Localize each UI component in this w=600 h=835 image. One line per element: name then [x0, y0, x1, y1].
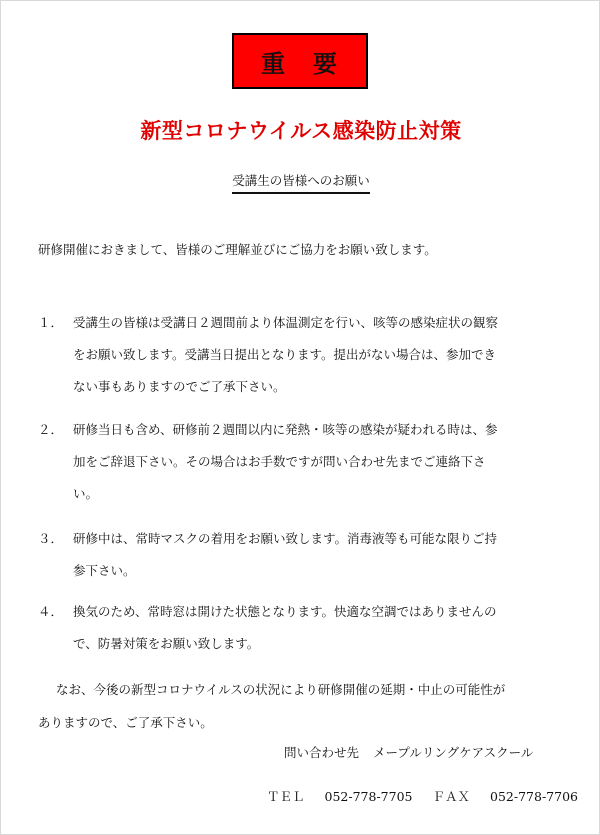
contact-label: 問い合わせ先 — [284, 745, 360, 760]
item-line: をお願い致します。受講当日提出となります。提出がない場合は、参加でき — [73, 347, 497, 362]
item-line: 研修中は、常時マスクの着用をお願い致します。消毒液等も可能な限りご持 — [73, 531, 498, 546]
list-item — [38, 523, 568, 587]
item-number: ３． — [38, 531, 64, 546]
closing-note — [38, 673, 505, 739]
item-line: 参下さい。 — [73, 563, 136, 578]
item-line: 研修当日も含め、研修前２週間以内に発熱・咳等の感染が疑われる時は、参 — [73, 422, 498, 437]
item-line: 加をご辞退下さい。その場合はお手数ですが問い合わせ先までご連絡下さ — [73, 454, 486, 469]
list-item — [38, 414, 568, 510]
fax-number: 052-778-7706 — [490, 789, 578, 804]
contact-line — [284, 743, 533, 761]
item-line: ない事もありますのでご了承下さい。 — [73, 379, 286, 394]
item-number: ２． — [38, 422, 64, 437]
item-line: 受講生の皆様は受講日２週間前より体温測定を行い、咳等の感染症状の観察 — [73, 315, 499, 330]
item-line: い。 — [73, 486, 99, 501]
list-item — [38, 596, 568, 660]
item-number: １． — [38, 315, 64, 330]
intro-paragraph: 研修開催におきまして、皆様のご理解並びにご協力をお願い致します。 — [38, 242, 437, 257]
tel-number: 052-778-7705 — [324, 789, 413, 804]
important-badge-label: 重 要 — [261, 48, 339, 78]
fax-label: ＦＡＸ — [432, 789, 471, 804]
important-badge — [232, 33, 368, 89]
note-line: ありますので、ご了承下さい。 — [38, 715, 213, 730]
item-number: ４． — [38, 604, 64, 619]
item-line: で、防暑対策をお願い致します。 — [73, 636, 260, 651]
note-line: なお、今後の新型コロナウイルスの状況により研修開催の延期・中止の可能性が — [56, 682, 506, 697]
document-title: 新型コロナウイルス感染防止対策 — [140, 119, 462, 143]
list-item — [38, 307, 568, 403]
school-name: メープルリングケアスクール — [373, 745, 534, 760]
item-line: 換気のため、常時窓は開けた状態となります。快適な空調ではありませんの — [73, 604, 497, 619]
tel-label: ＴＥＬ — [267, 789, 305, 804]
phone-fax-line — [267, 787, 578, 805]
subtitle-text: 受講生の皆様へのお願い — [232, 171, 370, 194]
document-subtitle — [1, 170, 600, 194]
